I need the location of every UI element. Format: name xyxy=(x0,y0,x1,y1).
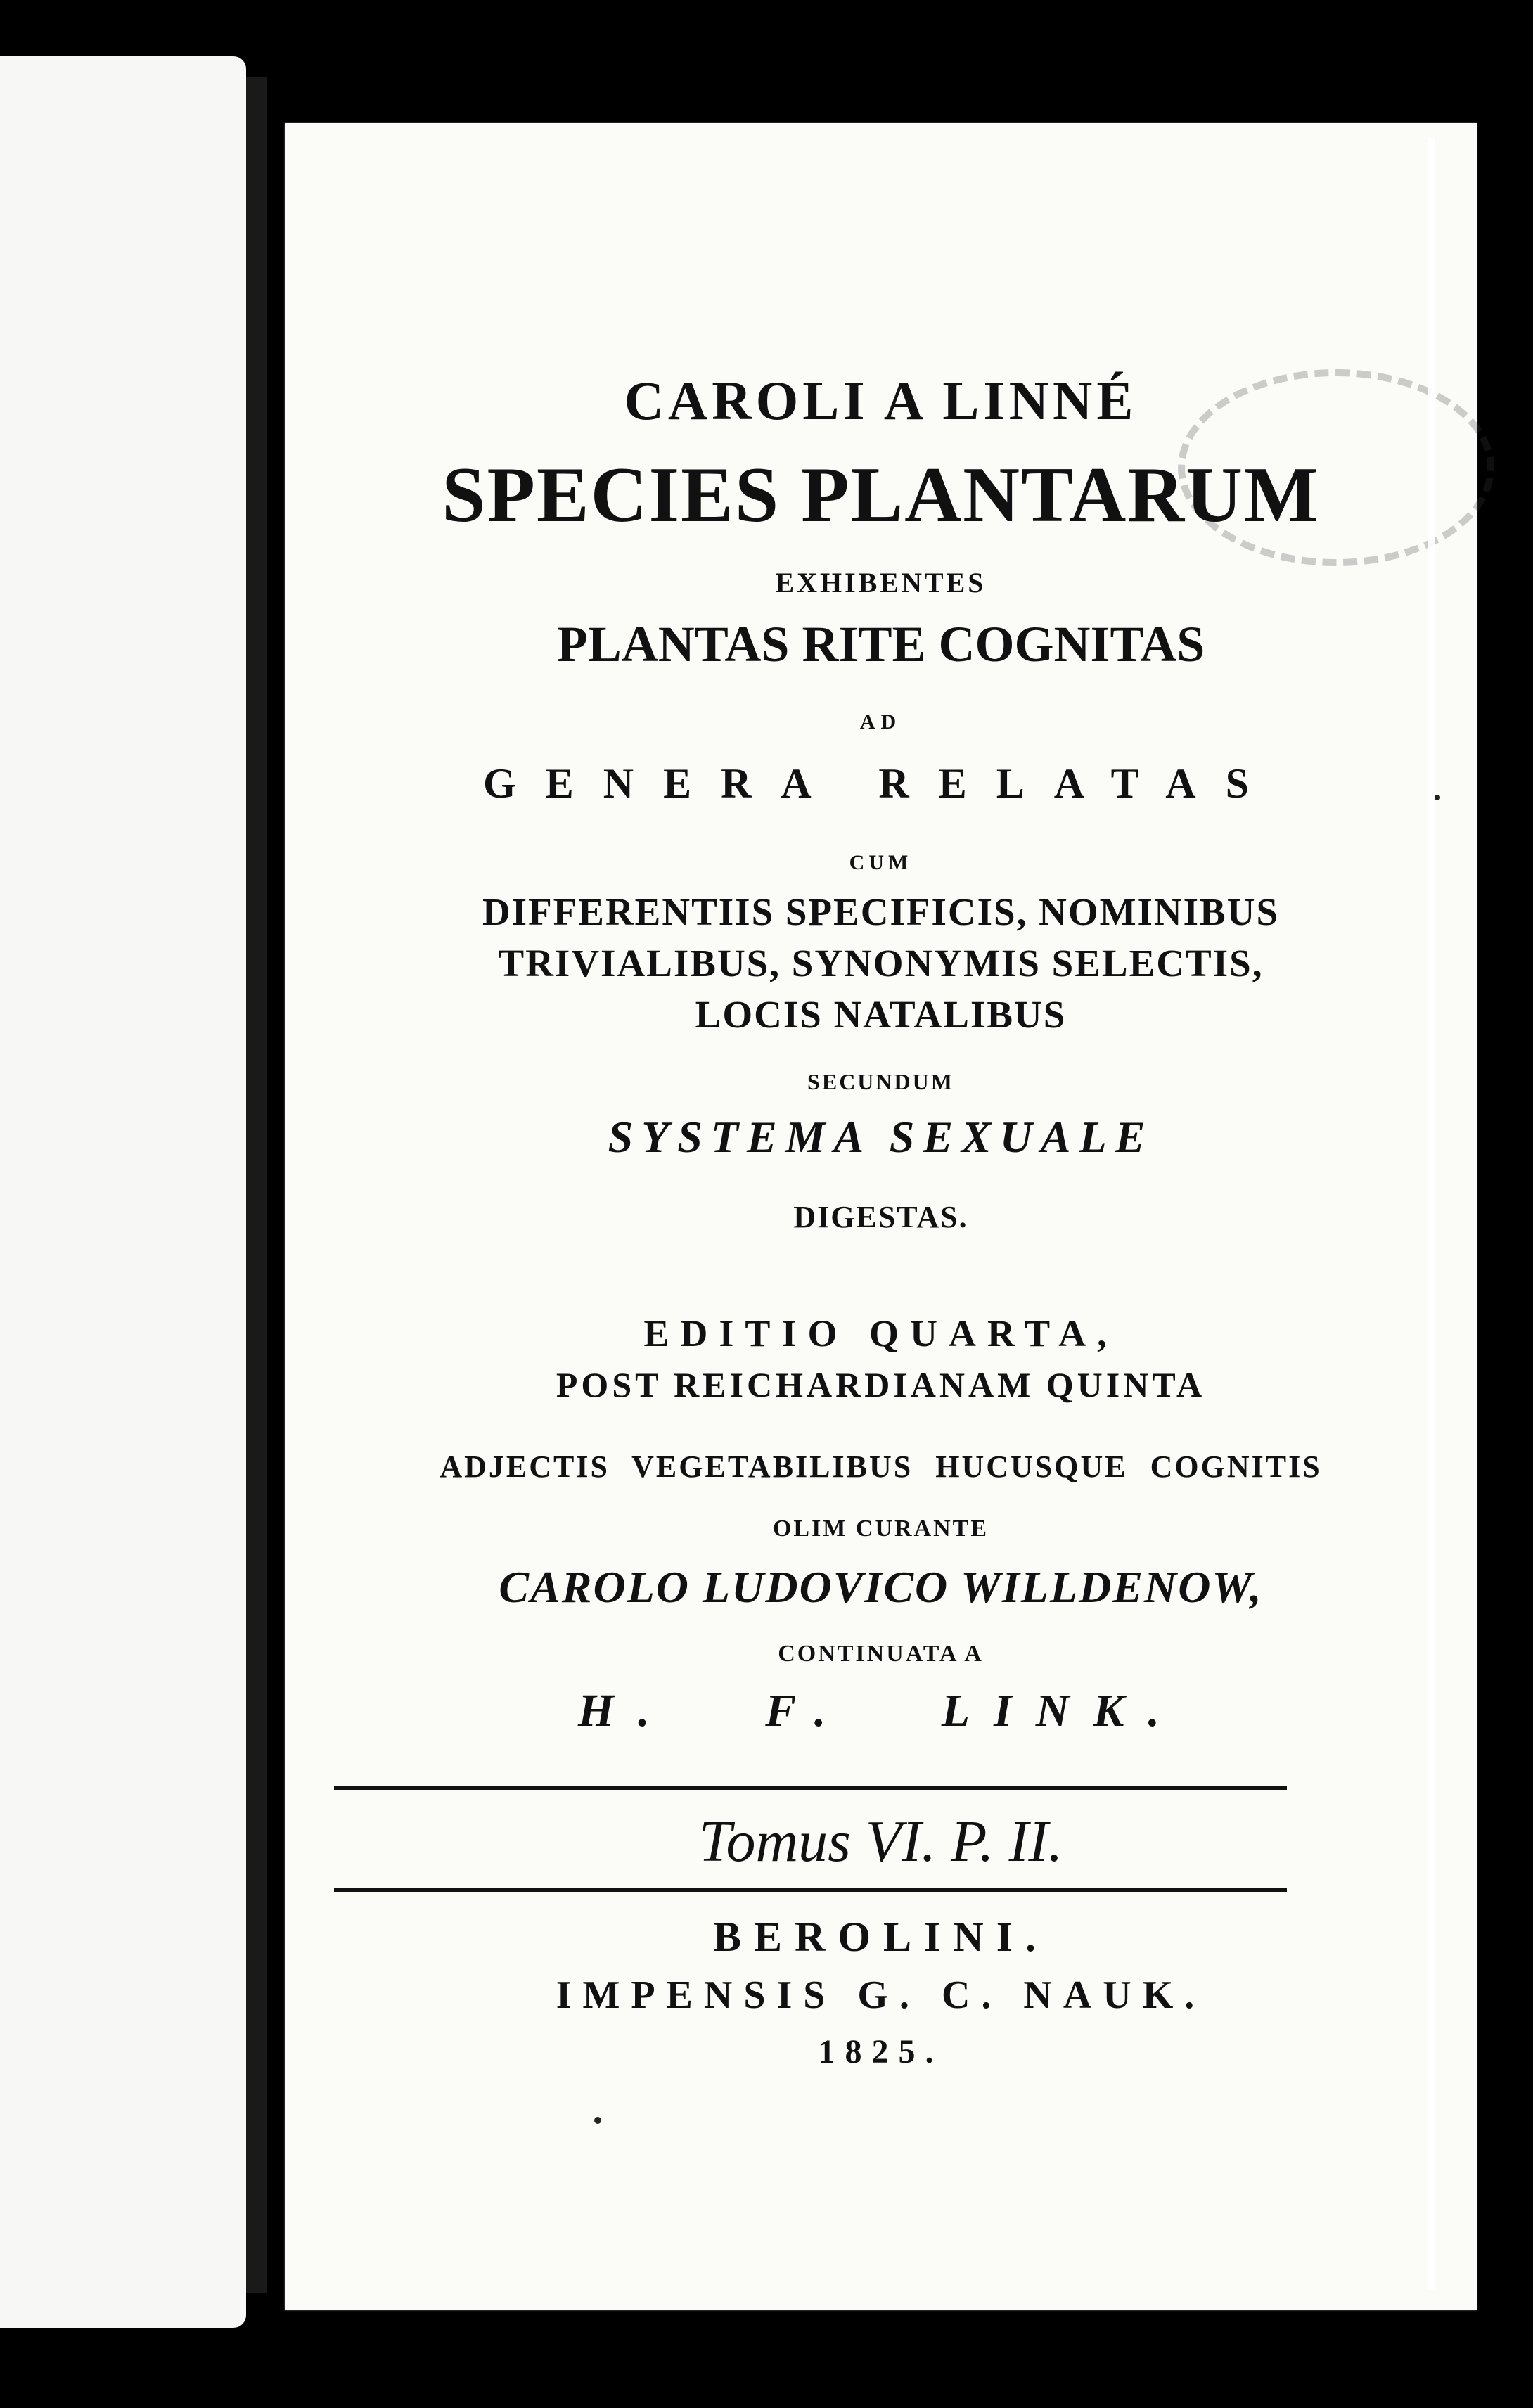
top-rule xyxy=(334,1786,1287,1790)
post-line: POST REICHARDIANAM QUINTA xyxy=(556,1365,1206,1404)
digestas-line: DIGESTAS. xyxy=(793,1200,968,1234)
link-line: H. F. LINK. xyxy=(577,1685,1184,1736)
book-title: SPECIES PLANTARUM xyxy=(442,452,1320,539)
page-edge xyxy=(1428,137,1435,2289)
differentiis-line-2: TRIVIALIBUS, SYNONYMIS SELECTIS, xyxy=(498,942,1264,985)
ink-speck xyxy=(594,2117,601,2124)
title-page xyxy=(285,123,1477,2310)
ad-line: AD xyxy=(859,710,902,734)
tomus-line: Tomus VI. P. II. xyxy=(698,1809,1063,1874)
bottom-rule xyxy=(334,1888,1287,1892)
year-line: 1825. xyxy=(818,2033,944,2070)
secundum-line: SECUNDUM xyxy=(807,1069,954,1094)
genera-line: GENERA RELATAS xyxy=(483,760,1278,807)
book-gutter xyxy=(246,77,267,2293)
exhibentes-line: EXHIBENTES xyxy=(775,567,987,598)
olim-line: OLIM CURANTE xyxy=(772,1516,989,1542)
continuata-line: CONTINUATA A xyxy=(778,1641,984,1667)
ink-speck xyxy=(1435,795,1440,800)
cum-line: CUM xyxy=(849,851,913,874)
differentiis-line-1: DIFFERENTIIS SPECIFICIS, NOMINIBUS xyxy=(482,890,1280,933)
systema-line: SYSTEMA SEXUALE xyxy=(608,1112,1154,1162)
impensis-line: IMPENSIS G. C. NAUK. xyxy=(556,1973,1206,2017)
facing-page xyxy=(0,56,246,2328)
plantas-line: PLANTAS RITE COGNITAS xyxy=(556,616,1205,672)
author-line: CAROLI A LINNÉ xyxy=(624,370,1138,431)
willdenow-line: CAROLO LUDOVICO WILLDENOW, xyxy=(499,1562,1263,1612)
editio-line: EDITIO QUARTA, xyxy=(643,1312,1118,1354)
adjectis-line: ADJECTIS VEGETABILIBUS HUCUSQUE COGNITIS xyxy=(440,1449,1322,1484)
berolini-line: BEROLINI. xyxy=(712,1914,1049,1960)
differentiis-line-3: LOCIS NATALIBUS xyxy=(695,993,1067,1036)
